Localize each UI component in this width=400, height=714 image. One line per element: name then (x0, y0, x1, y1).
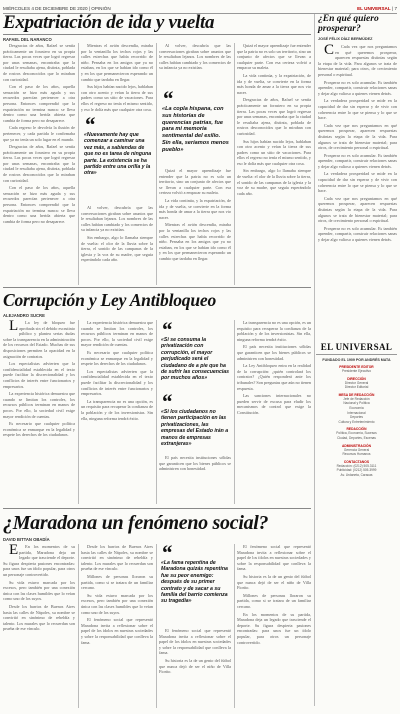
pull-quote: “ «Si se consuma la privatización con corrupción, el mayor perjudicado será el ciudadano de a pie que ha de sufrir las consecuencias por muchos años» (161, 317, 230, 382)
article-column-2: Desde los barrios de Buenos Aires hasta las calles de Nápoles, su nombre se convirtió en sinónimo de rebeldía y talento. Los murales que lo recuerdan son prueba de ese vínculo. Millones de personas lloraron su partida, como si se tratara de un familiar cercano. Su vida estuvo marcada por los excesos, pero también por una conexión única con las clases humildes que lo veían como uno de los suyos. El fenómeno social que representó Maradona invita a reflexionar sobre el papel de los ídolos en nuestras sociedades y sobre la responsabilidad que conlleva la fama. (81, 544, 153, 645)
article-title-maradona: ¿Maradona un fenómeno social? (3, 512, 269, 534)
article-author: ALEJANDRO SUCRE (3, 313, 45, 318)
article-column-3: Al volver, descubría que las conversaciones giraban sobre asuntos que le resultaban lejanos. Los nombres de las calles habían cambiado y los comercios de su infancia ya no existían. (159, 43, 231, 71)
column-rule (234, 43, 235, 285)
article-column-1: L La ley de bloqueo fue aprobada sin el debido escrutinio público y plantea serias dudas sobre la transparencia en la administración de los recursos del Estado. Muchas de sus disposiciones permiten la opacidad en la asignación de contratos. Los especialistas advierten que la confidencialidad establecida en el texto puede facilitar la discrecionalidad y los conflictos de interés entre funcionarios y empresarios. La experiencia histórica demuestra que cuando se limitan los controles, los recursos públicos terminan en manos de pocos. Por ello, la sociedad civil exige mayor rendición de cuentas. Es necesario que cualquier política económica se enmarque en la legalidad y respete los derechos de los ciudadanos. (3, 320, 75, 438)
article-column-3: El país necesita instituciones sólidas que garanticen que los bienes públicos se administren con honestidad. (159, 455, 231, 472)
article-title-expatriacion: Expatriación de ida y vuelta (3, 12, 215, 33)
masthead-section: CONTACTANOS Redacción: (0212) 505.3111 Publicidad: (0212) 505.3999 Av. Urdaneta, Caracas (336, 459, 377, 477)
article-title-corrupcion: Corrupción y Ley Antibloqueo (3, 290, 216, 310)
divider (3, 34, 311, 35)
article-author: RAFAEL DEL NARANCO (3, 37, 52, 42)
article-body-prosperar: C Cada vez que nos preguntamos en qué queremos prosperar, aparecen respuestas distintas según la etapa de la vida. Para algunos se trata de bienestar material; para otros, de crecimiento personal o espiritual. Prosperar no es solo acumular. Es también aprender, compartir, construir relaciones sanas y dejar algo valioso a quienes vienen detrás. La verdadera prosperidad se mide en la capacidad de dar sin esperar y de vivir con coherencia entre lo que se piensa y lo que se hace. Cada vez que nos preguntamos en qué queremos prosperar, aparecen respuestas distintas según la etapa de la vida. Para algunos se trata de bienestar material; para otros, de crecimiento personal o espiritual. Prosperar no es solo acumular. Es también aprender, compartir, construir relaciones sanas y dejar algo valioso a quienes vienen detrás. La verdadera prosperidad se mide en la capacidad de dar sin esperar y de vivir con coherencia entre lo que se piensa y lo que se hace. Cada vez que nos preguntamos en qué queremos prosperar, aparecen respuestas distintas según la etapa de la vida. Para algunos se trata de bienestar material; para otros, de crecimiento personal o espiritual. Prosperar no es solo acumular. Es también aprender, compartir, construir relaciones sanas y dejar algo valioso a quienes vienen detrás. (318, 44, 397, 242)
divider (3, 287, 311, 288)
column-rule (156, 320, 157, 504)
article-author: DAVID BITTAN OBADÍA (3, 537, 50, 542)
masthead-section: MESA DE REDACCIÓN Jefe de Redacción Nacional y Política Economía Internacional Deportes Cultura y Entretenimiento (338, 392, 375, 424)
masthead-section: DIRECCIÓN Director General Director Editorial (344, 376, 369, 390)
article-column-1: E En los momentos de su partida, Maradona deja un legado que trasciende el deporte. Su figura despierta pasiones encontradas: para unos fue un ídolo popular, para otros un personaje controvertido. Su vida estuvo marcada por los excesos, pero también por una conexión única con las clases humildes que lo veían como uno de los suyos. Desde los barrios de Buenos Aires hasta las calles de Nápoles, su nombre se convirtió en sinónimo de rebeldía y talento. Los murales que lo recuerdan son prueba de ese vínculo. (3, 544, 75, 632)
header-date: MIÉRCOLES 4 DE DICIEMBRE DE 2020 | OPINIÓN (3, 6, 111, 11)
article-title-prosperar: ¿En qué quiero prosperar? (318, 14, 379, 34)
pull-quote: “ «Nuevamente hay que comenzar a caminar una vez más, a sabiendas de que no es tarea de ninguna parte. La existencia se ha partido entre una orilla y la otra» (84, 112, 152, 177)
page-number: 7 (394, 6, 397, 11)
masthead-section: ADMINISTRACIÓN Gerencia General Recursos Humanos (342, 443, 371, 457)
column-rule (78, 320, 79, 504)
divider (3, 508, 311, 509)
pull-quote: “ «La copla hispana, con sus historias de querencias patrias, fue para mi memoria sentimental del exilio. Sin ella, seríamos menos pueblo» (162, 86, 229, 153)
header-brand: EL UNIVERSAL | 7 (357, 6, 397, 11)
pull-quote: “ «Si los ciudadanos no tienen participación en las privatizaciones, las empresas del Estado irán a manos de empresas extranjeras» (161, 389, 229, 448)
masthead-section: REDACCIÓN Política, Economía, Sucesos Ciudad, Deportes, Escenas (336, 427, 377, 440)
article-column-1: Desgracias de años, Rafael se sentía prácticamente un forastero en su propia tierra. Las pocas veces que logró regresar por unas semanas, encontraba que la ciudad le resultaba ajena, distinta, poblada de rostros desconocidos que lo miraban con curiosidad. Con el paso de los años, aquella sensación se hizo más aguda y sus recuerdos parecían pertenecer a otra persona. Entonces comprendió que la expatriación no termina nunca: se lleva dentro como una herida abierta que cambia de forma pero no desaparece. Cada regreso le devolvía la ilusión de pertenecer, y cada partida le confirmaba que ya no tenía un solo lugar en el mundo. Desgracias de años, Rafael se sentía prácticamente un forastero en su propia tierra. Las pocas veces que logró regresar por unas semanas, encontraba que la ciudad le resultaba ajena, distinta, poblada de rostros desconocidos que lo miraban con curiosidad. Con el paso de los años, aquella sensación se hizo más aguda y sus recuerdos parecían pertenecer a otra persona. Entonces comprendió que la expatriación no termina nunca: se lleva dentro como una herida abierta que cambia de forma pero no desaparece. (3, 43, 75, 224)
article-column-4: El fenómeno social que representó Maradona invita a reflexionar sobre el papel de los ídolos en nuestras sociedades y sobre la responsabilidad que conlleva la fama. Su historia es la de un genio del fútbol que nunca dejó de ser el niño de Villa Fiorito. Millones de personas lloraron su partida, como si se tratara de un familiar cercano. En los momentos de su partida, Maradona deja un legado que trasciende el deporte. Su figura despierta pasiones encontradas: para unos fue un ídolo popular, para otros un personaje controvertido. (237, 544, 311, 645)
column-rule (234, 320, 235, 504)
column-rule (78, 43, 79, 285)
masthead-logo: EL UNIVERSAL (316, 342, 397, 355)
article-column-2: Mientras el avión descendía, miraba por la ventanilla los techos rojos y las calles estrechas que había recorrido de niño. Pensaba en los amigos que ya no estaban, en los que se habían ido como él y en los que permanecieron esperando un cambio que tardaba en llegar. Sus hijos habían nacido lejos, hablaban con otro acento y veían la tierra de sus padres como un sitio de vacaciones. Para ellos el regreso no tenía el mismo sentido, y eso le dolía más que cualquier otra cosa. (81, 43, 153, 112)
column-rule (156, 43, 157, 285)
masthead-panel (316, 342, 397, 708)
article-column-4: La transparencia no es una opción, es un requisito para recuperar la confianza de la población y de los inversionistas. Sin ella, ninguna reforma tendrá éxito. El país necesita instituciones sólidas que garanticen que los bienes públicos se administren con honestidad. La Ley Antibloqueo entra en la realidad de la corrupción: ¿quién controlará los contratos? ¿Quién responderá ante los tribunales? Son preguntas que aún no tienen respuesta. Las sanciones internacionales no pueden servir de excusa para eludir los mecanismos de control que exige la Constitución. (237, 320, 311, 415)
article-column-2: La experiencia histórica demuestra que cuando se limitan los controles, los recursos públicos terminan en manos de pocos. Por ello, la sociedad civil exige mayor rendición de cuentas. Es necesario que cualquier política económica se enmarque en la legalidad y respete los derechos de los ciudadanos. Los especialistas advierten que la confidencialidad establecida en el texto puede facilitar la discrecionalidad y los conflictos de interés entre funcionarios y empresarios. La transparencia no es una opción, es un requisito para recuperar la confianza de la población y de los inversionistas. Sin ella, ninguna reforma tendrá éxito. (81, 320, 153, 421)
right-column-rule (314, 14, 315, 706)
column-rule (78, 544, 79, 708)
masthead-section: PRESIDENTE EDITOR Presidente Ejecutivo (339, 365, 374, 373)
article-column-4: Quizá el mayor aprendizaje fue entender que la patria no es solo un territorio, sino un conjunto de afectos que se llevan a cualquier parte. Con esa certeza volvió a empacar su maleta. La vida continúa, y la expatriación, de ida y de vuelta, se convierte en la forma más honda de amar a la tierra que nos vio nacer. Desgracias de años, Rafael se sentía prácticamente un forastero en su propia tierra. Las pocas veces que logró regresar por unas semanas, encontraba que la ciudad le resultaba ajena, distinta, poblada de rostros desconocidos que lo miraban con curiosidad. Sus hijos habían nacido lejos, hablaban con otro acento y veían la tierra de sus padres como un sitio de vacaciones. Para ellos el regreso no tenía el mismo sentido, y eso le dolía más que cualquier otra cosa. Sin embargo, algo lo llamaba siempre de vuelta: el olor de la lluvia sobre la tierra, el sonido de las campanas de la iglesia y la voz de su madre, que seguía esperándolo cada año. (237, 43, 311, 196)
article-column-2b: Al volver, descubría que las conversaciones giraban sobre asuntos que le resultaban lejanos. Los nombres de las calles habían cambiado y los comercios de su infancia ya no existían. Sin embargo, algo lo llamaba siempre de vuelta: el olor de la lluvia sobre la tierra, el sonido de las campanas de la iglesia y la voz de su madre, que seguía esperándolo cada año. (81, 205, 153, 263)
article-author: JOSÉ FÉLIX DÍAZ BERMÚDEZ (318, 37, 373, 41)
article-column-3: El fenómeno social que representó Maradona invita a reflexionar sobre el papel de los ídolos en nuestras sociedades y sobre la responsabilidad que conlleva la fama. Su historia es la de un genio del fútbol que nunca dejó de ser el niño de Villa Fiorito. (159, 628, 231, 675)
masthead-tagline: FUNDADO EL 1909 POR ANDRÉS MATA (322, 358, 391, 362)
column-rule (234, 544, 235, 708)
column-rule (156, 544, 157, 708)
pull-quote: “ «La fama repentina de Maradona quizás repentina fue su peor enemigo: después de su primer contrato y de sacar a su familia del barrio comienza su tragedia» (161, 540, 228, 605)
article-column-3b: Quizá el mayor aprendizaje fue entender que la patria no es solo un territorio, sino un conjunto de afectos que se llevan a cualquier parte. Con esa certeza volvió a empacar su maleta. La vida continúa, y la expatriación, de ida y de vuelta, se convierte en la forma más honda de amar a la tierra que nos vio nacer. Mientras el avión descendía, miraba por la ventanilla los techos rojos y las calles estrechas que había recorrido de niño. Pensaba en los amigos que ya no estaban, en los que se habían ido como él y en los que permanecieron esperando un cambio que tardaba en llegar. (159, 168, 231, 261)
